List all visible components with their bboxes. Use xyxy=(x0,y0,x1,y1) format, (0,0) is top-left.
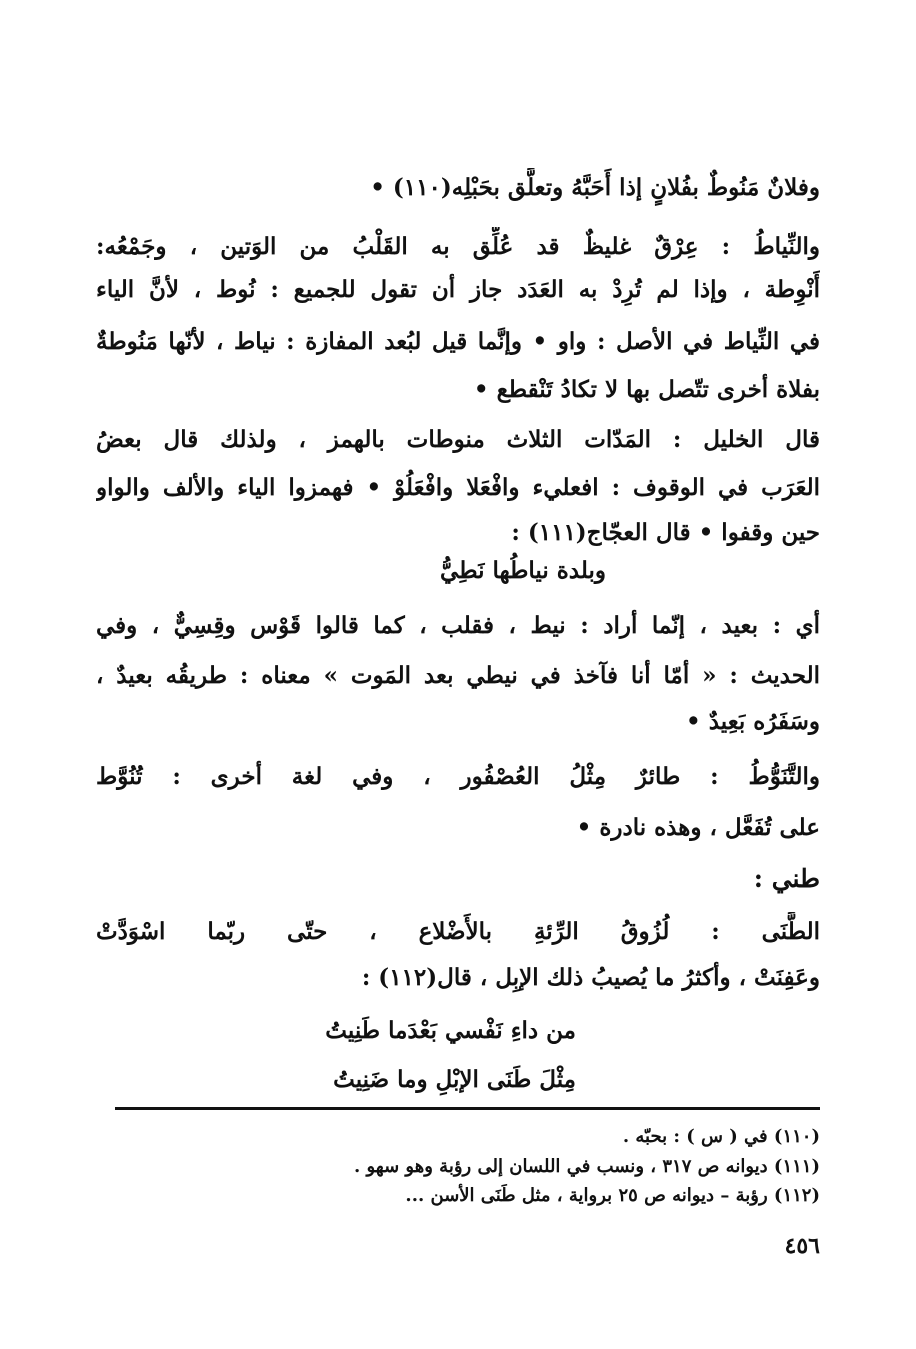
page-number: ٤٥٦ xyxy=(784,1233,820,1259)
text-line: العَرَب في الوقوف : افعليء وافْعَلا وافْعَلُوْ • فهمزوا الياء والألف والواو xyxy=(96,474,820,501)
footnote: (١١٢) رؤبة – ديوانه ص ٢٥ برواية ، مثل طَنَى الأسن ... xyxy=(405,1185,820,1206)
footnote: (١١١) ديوانه ص ٣١٧ ، ونسب في اللسان إلى رؤبة وهو سهو . xyxy=(353,1156,820,1177)
verse-line: من داءِ نَفْسي بَعْدَما طَنِيتُ xyxy=(325,1017,576,1044)
entry-heading: طني : xyxy=(753,864,820,893)
text-line: على تُفَعَّل ، وهذه نادرة • xyxy=(576,814,820,841)
text-line: أي : بعيد ، إنّما أراد : نيط ، فقلب ، كما قالوا قَوْس وقِسِيٌّ ، وفي xyxy=(96,612,820,639)
text-line: في النِّياط في الأصل : واو • وإنَّما قيل لبُعد المفازة : نياط ، لأنّها مَنُوطةٌ xyxy=(96,328,820,355)
footnote: (١١٠) في ( س ) : بحبّه . xyxy=(622,1126,820,1147)
text-line: حين وقفوا • قال العجّاج(١١١) : xyxy=(511,519,820,546)
text-line: والتَّنَوُّطُ : طائرٌ مِثْلُ العُصْفُور ، وفي لغة أخرى : تُنُوَّط xyxy=(96,763,820,790)
text-line: وعَفِنَتْ ، وأكثرُ ما يُصيبُ ذلك الإبِل ، قال(١١٢) : xyxy=(361,964,820,991)
verse-line: وبلدة نياطُها نَطِيُّ xyxy=(440,557,606,584)
text-line: الطَّنَى : لُزُوقُ الرِّئةِ بالأَضْلاع ، حتّى ربّما اسْوَدَّتْ xyxy=(96,918,820,945)
footnote-divider xyxy=(115,1107,820,1110)
text-line: الحديث : « أمّا أنا فآخذ في نيطي بعد المَوت » معناه : طريقُه بعيدٌ ، xyxy=(96,662,820,689)
text-line: قال الخليل : المَدّات الثلاث منوطات بالهمز ، ولذلك قال بعضُ xyxy=(96,426,820,453)
text-line: وسَفَرُه بَعِيدٌ • xyxy=(686,708,820,735)
verse-line: مِثْلَ طَنَى الإبْلِ وما ضَنِيتُ xyxy=(333,1066,576,1093)
text-line: والنِّياطُ : عِرْقٌ غليظٌ قد عُلِّق به القَلْبُ من الوَتين ، وجَمْعُه: xyxy=(96,233,820,260)
text-line: بفلاة أخرى تتّصل بها لا تكادُ تَنْقطع • xyxy=(473,376,820,403)
text-line: أَنْوِطة ، وإذا لم تُرِدْ به العَدَد جاز أن تقول للجميع : نُوط ، لأنَّ الياء xyxy=(96,276,820,303)
text-line: وفلانٌ مَنُوطٌ بفُلانٍ إذا أَحَبَّهُ وتعلَّق بحَبْلِه(١١٠) • xyxy=(370,174,820,201)
